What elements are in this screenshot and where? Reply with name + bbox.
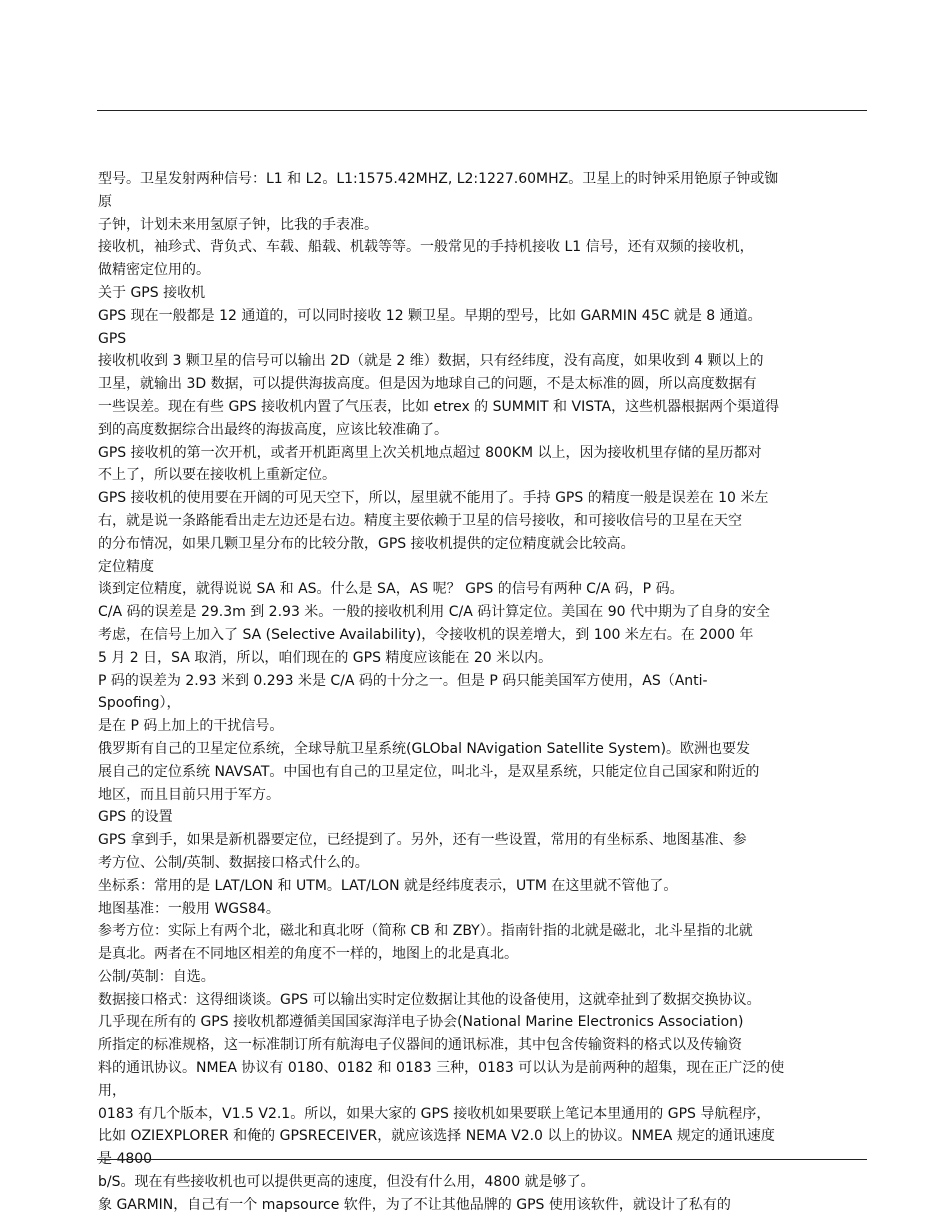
header-rule <box>97 110 867 111</box>
text-line: 参考方位：实际上有两个北，磁北和真北呀（简称 CB 和 ZBY）。指南针指的北就是磁北，北斗星指的北就 <box>98 923 753 940</box>
text-line: 右，就是说一条路能看出走左边还是右边。精度主要依赖于卫星的信号接收，和可接收信号的卫星在天空 <box>98 512 742 529</box>
text-line: 是在 P 码上加上的干扰信号。 <box>98 718 284 735</box>
text-line: 象 GARMIN，自己有一个 mapsource 软件，为了不让其他品牌的 GPS 使用该软件，就设计了私有的 <box>98 1196 731 1213</box>
document-body <box>98 168 868 1217</box>
text-line: 考方位、公制/英制、数据接口格式什么的。 <box>98 854 369 871</box>
text-line: b/S。现在有些接收机也可以提供更高的速度，但没有什么用，4800 就是够了。 <box>98 1174 595 1191</box>
text-line: 0183 有几个版本，V1.5 V2.1。所以，如果大家的 GPS 接收机如果要联上笔记本里通用的 GPS 导航程序， <box>98 1105 771 1122</box>
text-line: 几乎现在所有的 GPS 接收机都遵循美国国家海洋电子协会(National Marine Electronics Association) <box>98 1014 744 1031</box>
text-line: GPS 现在一般都是 12 通道的，可以同时接收 12 颗卫星。早期的型号，比如 GARMIN 45C 就是 8 通道。 <box>98 307 762 324</box>
text-line: 子钟，计划未来用氢原子钟，比我的手表准。 <box>98 216 378 233</box>
text-line: 定位精度 <box>98 558 154 575</box>
text-line: GPS 拿到手，如果是新机器要定位，已经提到了。另外，还有一些设置，常用的有坐标系、地图基准、参 <box>98 832 747 849</box>
text-line: 地区，而且目前只用于军方。 <box>98 786 280 803</box>
text-line: 比如 OZIEXPLORER 和俺的 GPSRECEIVER，就应该选择 NEMA V2.0 以上的协议。NMEA 规定的通讯速度 <box>98 1128 775 1145</box>
text-line: 坐标系：常用的是 LAT/LON 和 UTM。LAT/LON 就是经纬度表示，UTM 在这里就不管他了。 <box>98 877 678 894</box>
text-line: 公制/英制：自选。 <box>98 968 215 985</box>
text-line: GPS 的设置 <box>98 809 173 826</box>
text-line: 型号。卫星发射两种信号：L1 和 L2。L1:1575.42MHZ, L2:1227.60MHZ。卫星上的时钟采用铯原子钟或铷 <box>98 171 779 187</box>
text-line: P 码的误差为 2.93 米到 0.293 米是 C/A 码的十分之一。但是 P 码只能美国军方使用，AS（Anti- <box>98 672 708 689</box>
text-line: 所指定的标准规格，这一标准制订所有航海电子仪器间的通讯标准，其中包含传输资料的格式以及传输资 <box>98 1037 742 1054</box>
text-line: 的分布情况，如果几颗卫星分布的比较分散，GPS 接收机提供的定位精度就会比较高。 <box>98 535 635 552</box>
text-line: Spoofing）， <box>98 695 181 712</box>
text-line: 展自己的定位系统 NAVSAT。中国也有自己的卫星定位，叫北斗，是双星系统，只能定位自己国家和附近的 <box>98 763 760 780</box>
text-line: 接收机，袖珍式、背负式、车载、船载、机载等等。一般常见的手持机接收 L1 信号，还有双频的接收机， <box>98 239 754 256</box>
text-line: 俄罗斯有自己的卫星定位系统，全球导航卫星系统(GLObal NAvigation Satellite System)。欧洲也要发 <box>98 740 751 757</box>
text-line: 是真北。两者在不同地区相差的角度不一样的，地图上的北是真北。 <box>98 946 518 963</box>
text-line: 一些误差。现在有些 GPS 接收机内置了气压表，比如 etrex 的 SUMMIT 和 VISTA，这些机器根据两个渠道得 <box>98 398 780 415</box>
text-line: C/A 码的误差是 29.3m 到 2.93 米。一般的接收机利用 C/A 码计算定位。美国在 90 代中期为了自身的安全 <box>98 604 770 621</box>
text-line: 是 4800 <box>98 1151 153 1168</box>
text-line: 到的高度数据综合出最终的海拔高度，应该比较准确了。 <box>98 421 448 438</box>
text-line: 地图基准：一般用 WGS84。 <box>98 900 280 917</box>
text-line: GPS 接收机的使用要在开阔的可见天空下，所以，屋里就不能用了。手持 GPS 的精度一般是误差在 10 米左 <box>98 490 769 507</box>
text-line: GPS <box>98 330 127 347</box>
text-line: 原 <box>98 193 112 210</box>
text-line: 不上了，所以要在接收机上重新定位。 <box>98 467 336 484</box>
text-line: 考虑，在信号上加入了 SA (Selective Availability)，令接收机的误差增大，到 100 米左右。在 2000 年 <box>98 626 754 643</box>
text-line: 数据接口格式：这得细谈谈。GPS 可以输出实时定位数据让其他的设备使用，这就牵扯到了数据交换协议。 <box>98 991 761 1008</box>
text-line: 用， <box>98 1082 126 1099</box>
text-line: GPS 接收机的第一次开机，或者开机距离里上次关机地点超过 800KM 以上，因为接收机里存储的星历都对 <box>98 444 762 461</box>
text-line: 卫星，就输出 3D 数据，可以提供海拔高度。但是因为地球自己的问题，不是太标准的圆，所以高度数据有 <box>98 376 757 393</box>
text-line: 谈到定位精度，就得说说 SA 和 AS。什么是 SA，AS 呢？ GPS 的信号有两种 C/A 码，P 码。 <box>98 581 684 598</box>
text-line: 做精密定位用的。 <box>98 262 210 279</box>
footer-rule <box>97 1159 867 1160</box>
text-line: 5 月 2 日，SA 取消，所以，咱们现在的 GPS 精度应该能在 20 米以内。 <box>98 649 553 666</box>
text-line: 关于 GPS 接收机 <box>98 284 206 301</box>
text-line: 料的通讯协议。NMEA 协议有 0180、0182 和 0183 三种，0183 可以认为是前两种的超集，现在正广泛的使 <box>98 1060 785 1077</box>
text-line: 接收机收到 3 颗卫星的信号可以输出 2D（就是 2 维）数据，只有经纬度，没有高度，如果收到 4 颗以上的 <box>98 353 764 370</box>
